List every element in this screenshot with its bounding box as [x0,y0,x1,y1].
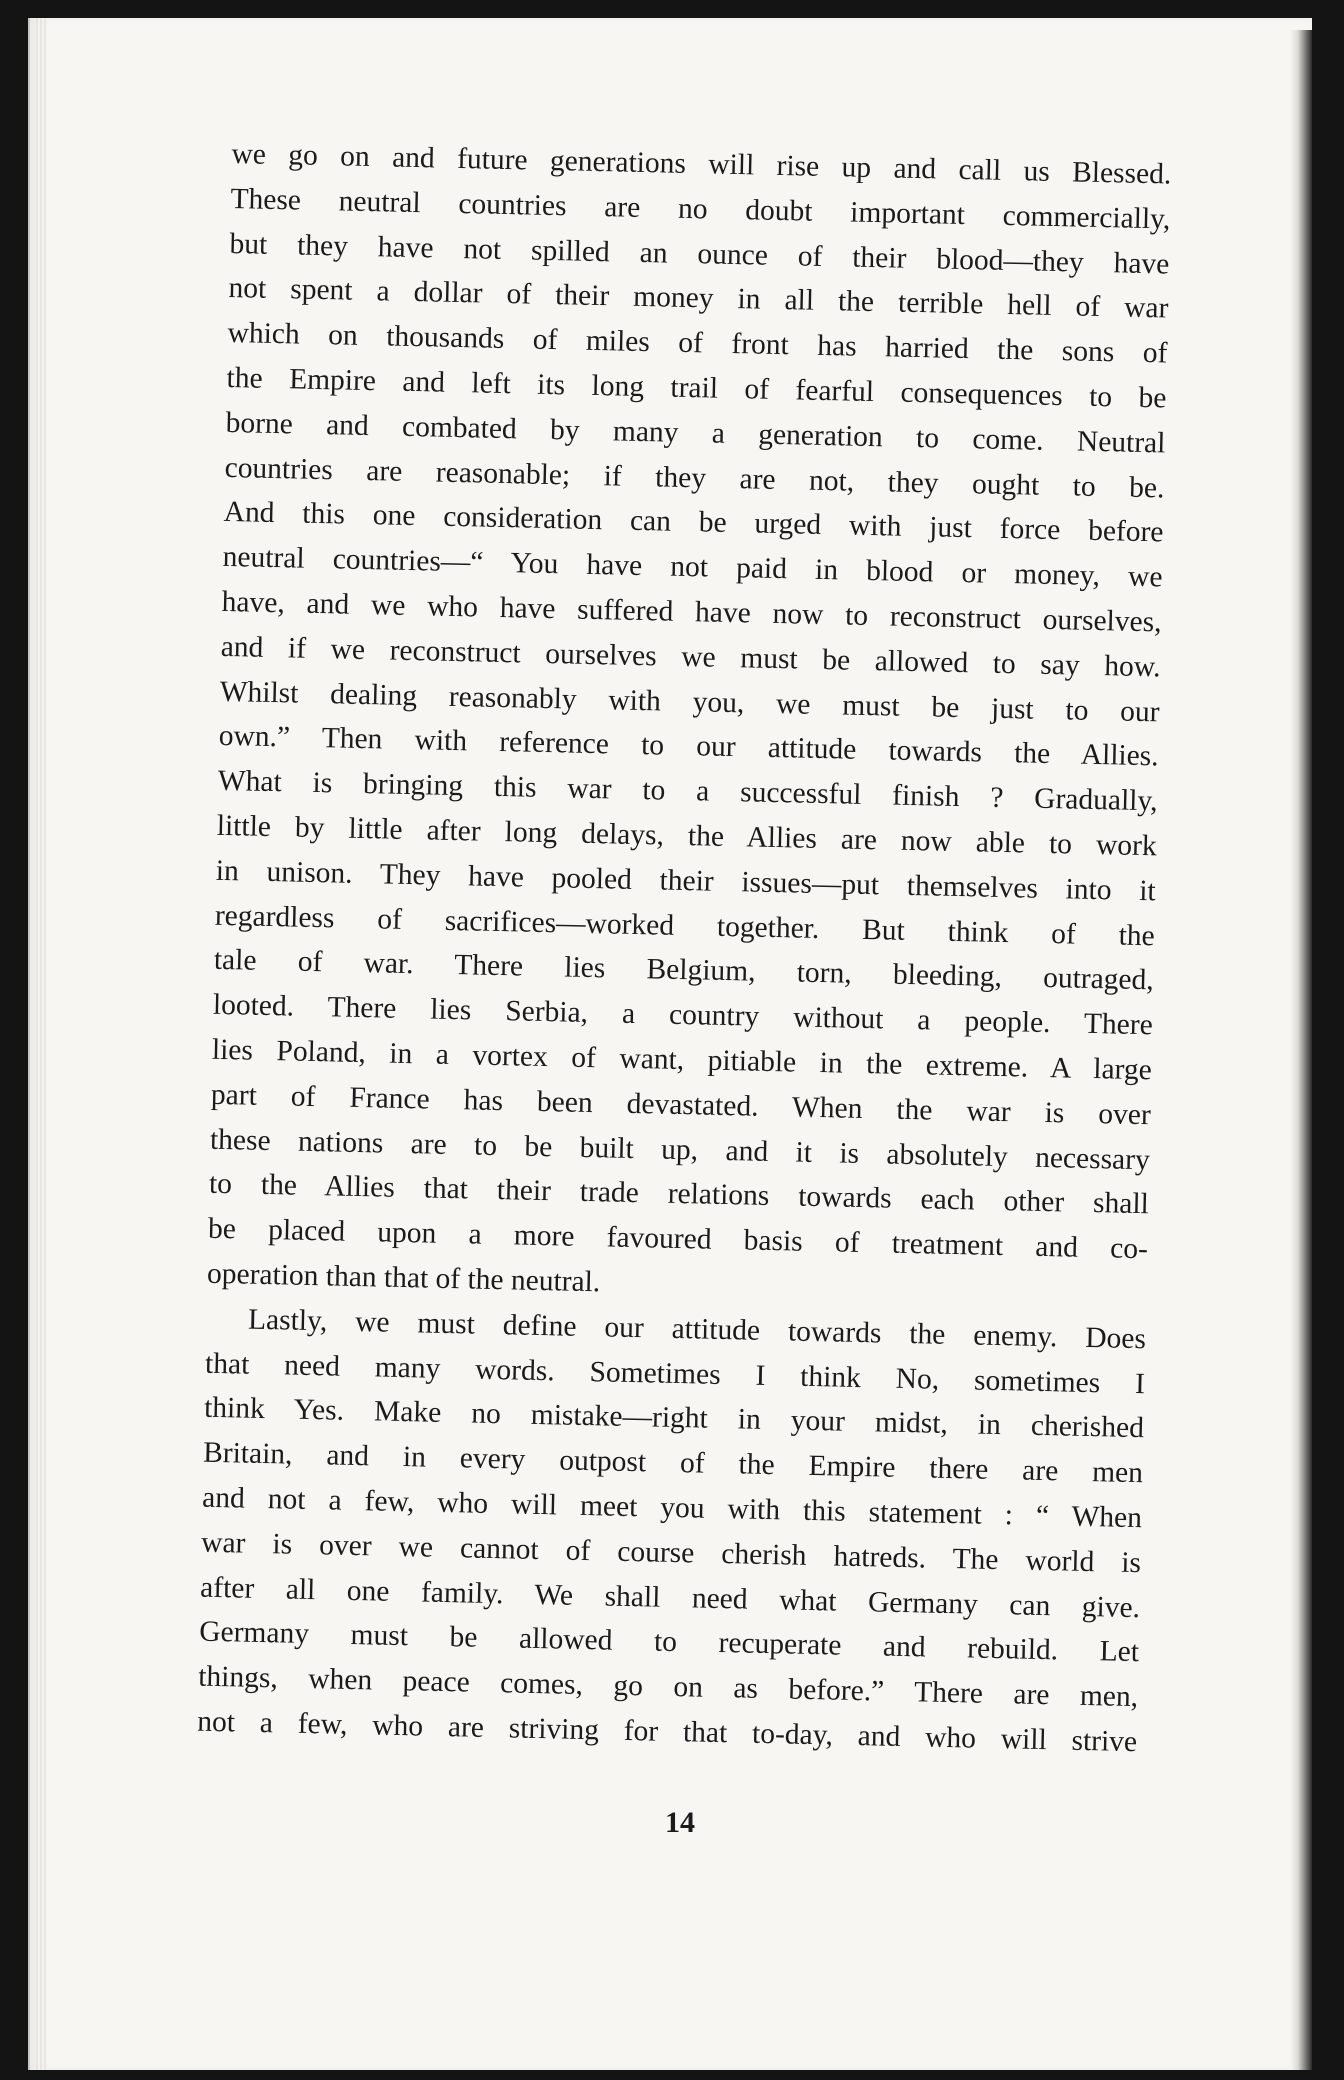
text-line: we go on and future generations will rise up and call us Blessed. [231,137,1172,191]
text-line: and if we reconstruct ourselves we must be allowed to say how. [220,630,1161,684]
text-line: that need many words. Sometimes I think No, sometimes I [204,1347,1146,1400]
text-line: and not a few, who will meet you with this statement : “ When [201,1481,1143,1535]
text-line: countries are reasonable; if they are not, they ought to be. [224,451,1165,505]
text-line: neutral countries—“ You have not paid in blood or money, we [222,541,1163,594]
text-line: in unison. They have pooled their issues—put themselves into it [215,854,1157,908]
body-text [197,132,1172,1765]
text-line: Germany must be allowed to recuperate and rebuild. Let [198,1615,1140,1669]
text-line: these nations are to be built up, and it is absolutely necessary [209,1123,1151,1176]
text-line: And this one consideration can be urged with just force before [223,496,1164,549]
text-line: the Empire and left its long trail of fearful consequences to be [226,361,1167,415]
text-line: tale of war. There lies Belgium, torn, bleeding, outraged, [213,944,1155,997]
text-line: but they have not spilled an ounce of their blood—they have [229,227,1170,281]
text-line: not a few, who are striving for that to-day, and who will strive [196,1705,1138,1759]
page-number: 14 [665,1806,695,1839]
text-line: operation than that of the neutral. [206,1257,601,1299]
text-line: things, when peace comes, go on as before.” There are men, [197,1660,1139,1714]
text-line: borne and combated by many a generation to come. Neutral [225,406,1166,460]
text-line: What is bringing this war to a successful finish ? Gradually, [217,765,1158,818]
text-line: have, and we who have suffered have now to reconstruct ourselves, [221,585,1162,639]
text-line: think Yes. Make no mistake—right in your midst, in cherished [203,1392,1145,1445]
text-line: looted. There lies Serbia, a country without a people. There [212,988,1154,1042]
text-line: not spent a dollar of their money in all the terrible hell of war [228,272,1169,325]
text-line: war is over we cannot of course cherish hatreds. The world is [200,1526,1142,1579]
text-line: which on thousands of miles of front has harried the sons of [227,317,1168,370]
text-line: part of France has been devastated. When the war is over [210,1078,1152,1132]
text-line: little by little after long delays, the Allies are now able to work [216,809,1157,863]
text-line: Lastly, we must define our attitude towards the enemy. Does [247,1303,1147,1355]
text-line: Whilst dealing reasonably with you, we must be just to our [219,675,1160,728]
text-line: after all one family. We shall need what Germany can give. [199,1571,1141,1624]
text-line: be placed upon a more favoured basis of treatment and co- [207,1212,1149,1266]
text-line: Britain, and in every outpost of the Empire there are men [202,1436,1144,1490]
text-line: own.” Then with reference to our attitude towards the Allies. [218,720,1159,773]
book-gutter-shadow [1290,30,1312,2070]
text-line: to the Allies that their trade relations towards each other shall [208,1168,1150,1221]
text-line: These neutral countries are no doubt important commercially, [230,182,1171,236]
text-line: lies Poland, in a vortex of want, pitiable in the extreme. A large [211,1033,1153,1087]
text-line: regardless of sacrifices—worked together. But think of the [214,899,1156,952]
page-stack-edge [36,18,46,2070]
